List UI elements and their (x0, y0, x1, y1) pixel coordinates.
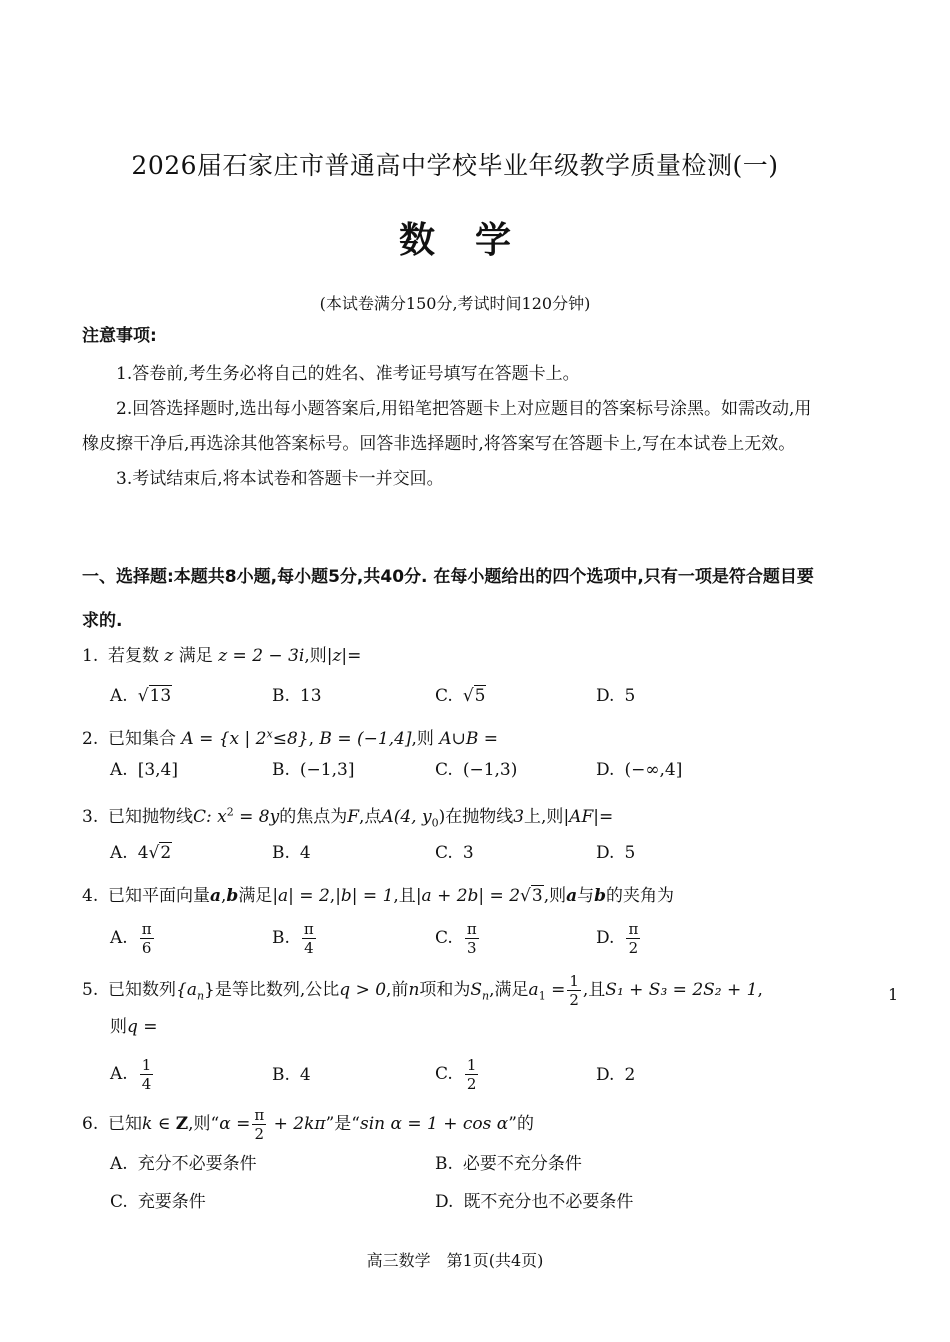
question-2-stem (82, 724, 498, 749)
fraction (140, 1056, 154, 1093)
option-text: 5 (624, 843, 636, 863)
vector-b: b (594, 886, 607, 906)
fraction (465, 920, 479, 957)
notice-list (82, 357, 817, 497)
math-var: 3 (513, 807, 525, 827)
question-1-stem (82, 641, 361, 666)
section-heading: 一、选择题:本题共8小题,每小题5分,共40分. 在每小题给出的四个选项中,只有一项是符合题目要求的. (82, 567, 814, 631)
fraction (252, 1106, 266, 1143)
option-text: (−1,3] (299, 760, 355, 780)
option-label: C. (435, 843, 453, 863)
sqrt-expr: √13 (137, 686, 172, 706)
option-label: D. (435, 1192, 454, 1212)
exam-title: 2026届石家庄市普通高中学校毕业年级教学质量检测(一) (131, 151, 779, 180)
sqrt-expr: √3 (520, 886, 543, 906)
math-set: Z (175, 1114, 189, 1134)
math-subscript: n (196, 989, 205, 1003)
fraction (465, 1056, 479, 1093)
question-number: 1. (82, 646, 99, 666)
page-footer: 高三数学 第1页(共4页) (366, 1251, 544, 1270)
option-label: B. (272, 843, 290, 863)
math-expr: {a (176, 980, 197, 1000)
option-label: A. (110, 760, 128, 780)
math-var: z (164, 646, 174, 666)
math-subscript: 0 (431, 816, 439, 830)
stem-text: , (221, 886, 227, 906)
vector-a: a (210, 886, 222, 906)
math-expr: |a| = 2 (272, 886, 330, 906)
notice-title: 注意事项: (82, 326, 157, 346)
math-expr: ) (438, 807, 446, 827)
math-subscript: n (482, 989, 490, 1003)
math-expr: k ∈ (142, 1114, 176, 1134)
math-exponent: 2 (226, 805, 234, 819)
question-3-stem (82, 802, 613, 829)
q1-option-c (435, 686, 486, 706)
math-var: F (347, 807, 360, 827)
q2-option-d (596, 760, 682, 780)
denominator: 2 (628, 939, 639, 957)
radicand: 5 (474, 686, 486, 706)
math-expr: C: x (193, 807, 227, 827)
stem-text: ,则 (411, 729, 434, 749)
radicand: 13 (149, 686, 172, 706)
option-label: A. (110, 928, 128, 948)
math-exponent: x (266, 727, 273, 741)
notice-item-3: 3.考试结束后,将本试卷和答题卡一并交回。 (116, 469, 444, 489)
q6-option-c (110, 1187, 206, 1212)
option-label: D. (596, 686, 615, 706)
numerator: π (466, 920, 477, 938)
stem-text: ,点 (359, 807, 382, 827)
option-text: 3 (462, 843, 474, 863)
q5-option-b (272, 1065, 311, 1085)
q2-option-c (435, 760, 517, 780)
stem-text: 已知数列 (108, 980, 176, 1000)
option-label: A. (110, 1064, 128, 1084)
q5-option-a (110, 1056, 155, 1093)
option-text: 充要条件 (137, 1192, 206, 1212)
numerator: π (303, 920, 314, 938)
option-label: C. (435, 686, 453, 706)
numerator: π (254, 1106, 265, 1124)
math-expr: |z| (326, 646, 348, 666)
option-text: 13 (299, 686, 322, 706)
notice-item-1: 1.答卷前,考生务必将自己的姓名、准考证号填写在答题卡上。 (116, 364, 580, 384)
math-var: S (470, 980, 483, 1000)
math-expr: z = 2 − 3i (218, 646, 305, 666)
numerator: 1 (141, 1056, 152, 1074)
option-label: C. (435, 760, 453, 780)
fraction (626, 920, 640, 957)
stem-text: 在抛物线 (445, 807, 514, 827)
math-subscript: 1 (538, 989, 546, 1003)
math-expr: S₁ + S₃ = 2S₂ + 1 (605, 980, 758, 1000)
math-var: a (528, 980, 539, 1000)
stem-text: , (757, 980, 763, 1000)
math-expr: A(4, y (381, 807, 432, 827)
subject-title: 数学 (398, 219, 551, 261)
stem-text: = (598, 807, 614, 827)
sqrt-expr: √2 (148, 843, 172, 863)
denominator: 3 (466, 939, 477, 957)
stem-text: ,则 (543, 886, 567, 906)
stem-text: 项和为 (419, 980, 471, 1000)
math-expr: α = (219, 1114, 251, 1134)
q3-option-a (110, 843, 172, 863)
stem-text: ,满足 (489, 980, 529, 1000)
stem-text: 已知抛物线 (108, 807, 193, 827)
math-expr: |b| = 1 (335, 886, 394, 906)
stem-text: 已知 (108, 1114, 142, 1134)
question-number: 5. (82, 980, 99, 1000)
question-number: 4. (82, 886, 99, 906)
fraction (302, 920, 316, 957)
option-label: B. (272, 686, 290, 706)
option-label: C. (435, 928, 453, 948)
option-label: C. (110, 1192, 128, 1212)
stem-text: = (347, 646, 362, 666)
numerator: π (141, 920, 152, 938)
stem-text: , (329, 886, 336, 906)
denominator: 2 (466, 1075, 477, 1093)
option-label: B. (272, 928, 290, 948)
question-6-stem (82, 1106, 534, 1143)
stem-text: ,则“ (188, 1114, 220, 1134)
stem-text: 则 (110, 1017, 127, 1037)
math-expr: } (204, 980, 215, 1000)
stem-text: 已知平面向量 (108, 886, 210, 906)
math-expr: A∪B = (439, 729, 498, 749)
option-text: (−1,3) (462, 760, 518, 780)
fraction (140, 920, 154, 957)
question-4-stem (82, 881, 674, 906)
denominator: 4 (304, 939, 314, 957)
stem-text: 的焦点为 (279, 807, 348, 827)
q1-option-b (272, 686, 322, 706)
q3-option-c (435, 843, 474, 863)
stem-text: 已知集合 (108, 729, 176, 749)
q3-option-b (272, 843, 311, 863)
option-text: 充分不必要条件 (137, 1154, 257, 1174)
side-page-number: 1 (888, 985, 899, 1004)
math-expr: |a + 2b| = 2 (415, 886, 521, 906)
q5-option-d (596, 1065, 635, 1085)
stem-text: ,前 (386, 980, 409, 1000)
q2-option-a (110, 760, 178, 780)
question-number: 6. (82, 1114, 99, 1134)
q6-option-d (435, 1187, 633, 1212)
math-expr: |AF| (563, 807, 599, 827)
option-text: 5 (624, 686, 636, 706)
radicand: 3 (531, 886, 543, 906)
question-5-stem-line2 (110, 1012, 158, 1037)
option-text: (−∞,4] (624, 760, 683, 780)
math-expr: A = {x | 2 (181, 729, 267, 749)
q3-option-d (596, 843, 635, 863)
option-text: 4 (299, 1065, 311, 1085)
option-label: A. (110, 686, 128, 706)
option-label: A. (110, 1154, 128, 1174)
math-expr: = 8y (233, 807, 280, 827)
q4-option-b (272, 920, 318, 957)
denominator: 6 (141, 939, 152, 957)
question-number: 2. (82, 729, 99, 749)
option-text: 4 (299, 843, 311, 863)
stem-text: 满足 (238, 886, 273, 906)
stem-text: , (308, 729, 315, 749)
option-label: B. (435, 1154, 453, 1174)
q1-option-d (596, 686, 635, 706)
stem-text: ”的 (508, 1114, 534, 1134)
option-label: C. (435, 1064, 453, 1084)
q4-option-d (596, 920, 642, 957)
stem-text: 的夹角为 (606, 886, 675, 906)
q5-option-c (435, 1056, 480, 1093)
option-text: 既不充分也不必要条件 (463, 1192, 634, 1212)
option-label: D. (596, 760, 615, 780)
option-label: D. (596, 843, 615, 863)
option-label: B. (272, 760, 290, 780)
stem-text: ,且 (393, 886, 416, 906)
q6-option-b (435, 1149, 582, 1174)
question-5-stem (82, 972, 763, 1009)
option-label: B. (272, 1065, 290, 1085)
q1-option-a (110, 686, 172, 706)
math-expr: q > 0 (339, 980, 387, 1000)
stem-text: 上,则 (524, 807, 564, 827)
math-expr: = (545, 980, 566, 1000)
option-label: A. (110, 843, 128, 863)
numerator: 1 (569, 972, 579, 990)
stem-text: 与 (577, 886, 595, 906)
vector-b: b (226, 886, 239, 906)
q2-option-b (272, 760, 354, 780)
stem-text: ,且 (582, 980, 606, 1000)
denominator: 2 (254, 1125, 265, 1143)
fraction (567, 972, 581, 1009)
vector-a: a (566, 886, 578, 906)
q4-option-c (435, 920, 481, 957)
option-label: D. (596, 1065, 615, 1085)
numerator: π (628, 920, 639, 938)
denominator: 4 (141, 1075, 152, 1093)
question-number: 3. (82, 807, 99, 827)
stem-text: ,则 (304, 646, 327, 666)
radicand: 2 (160, 843, 172, 863)
notice-item-2: 2.回答选择题时,选出每小题答案后,用铅笔把答题卡上对应题目的答案标号涂黑。如需改动,用橡皮擦干净后,再选涂其他答案标号。回答非选择题时,将答案写在答题卡上,写在本试卷上无效。 (82, 399, 812, 454)
sqrt-expr: √5 (462, 686, 486, 706)
math-var: n (408, 980, 420, 1000)
numerator: 1 (466, 1056, 477, 1074)
option-text: 必要不充分条件 (462, 1154, 582, 1174)
q6-option-a (110, 1149, 257, 1174)
math-expr: B = (−1,4] (319, 729, 412, 749)
stem-text: 满足 (178, 646, 213, 666)
stem-text: 是等比数列,公比 (214, 980, 340, 1000)
exam-info: (本试卷满分150分,考试时间120分钟) (319, 294, 591, 313)
denominator: 2 (569, 991, 579, 1009)
option-label: D. (596, 928, 615, 948)
option-text: 2 (624, 1065, 636, 1085)
option-text: [3,4] (137, 760, 178, 780)
math-expr: q = (127, 1017, 158, 1037)
stem-text: ”是“ (325, 1114, 360, 1134)
stem-text: 若复数 (108, 646, 159, 666)
option-text: 4 (137, 843, 149, 863)
q4-option-a (110, 920, 156, 957)
math-expr: ≤8} (272, 729, 309, 749)
math-expr: sin α = 1 + cos α (359, 1114, 509, 1134)
math-expr: + 2kπ (268, 1114, 326, 1134)
